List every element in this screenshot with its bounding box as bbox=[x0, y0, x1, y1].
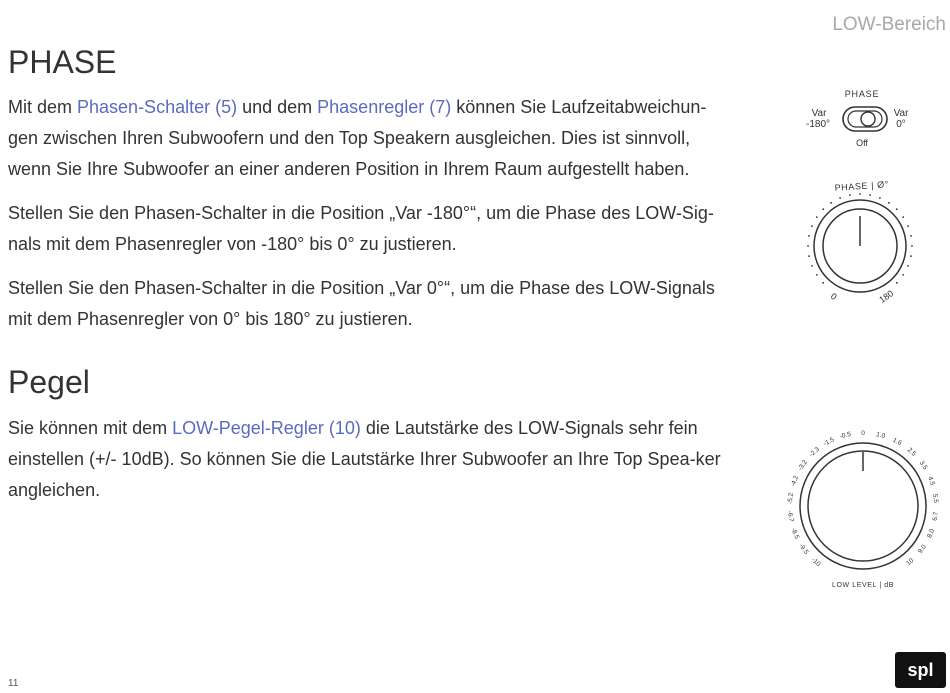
phase-knob-min-label: 0 bbox=[828, 291, 839, 303]
phase-knob-scale-dot bbox=[907, 225, 909, 227]
level-knob-label: LOW LEVEL | dB bbox=[831, 582, 895, 589]
level-knob-tick-label: -6.7 bbox=[785, 510, 795, 523]
phase-knob-scale-dot bbox=[808, 235, 810, 237]
phase-knob-scale-dot bbox=[902, 216, 904, 218]
section-header-label: LOW-Bereich bbox=[832, 14, 946, 35]
level-knob-tick-label: -3.2 bbox=[796, 458, 809, 473]
phase-knob-scale-dot bbox=[896, 208, 898, 210]
level-knob-tick-label: -2.3 bbox=[808, 445, 822, 459]
phase-knob-scale-dot bbox=[839, 197, 841, 199]
phase-knob-scale-dot bbox=[816, 216, 818, 218]
phase-paragraph-3: Stellen Sie den Phasen-Schalter in die Position „Var 0°“, um die Phase des LOW-Signals mit dem Phasenregler von 0° bis 180° zu justieren. bbox=[8, 278, 715, 329]
phase-knob-scale-dot bbox=[907, 265, 909, 267]
phase-knob-illustration bbox=[800, 172, 925, 307]
phase-knob-scale-dot bbox=[822, 208, 824, 210]
phase-knob-scale-dot bbox=[808, 255, 810, 257]
pegel-paragraph-1 bbox=[8, 413, 733, 506]
pegel-p1-text-1: Sie können mit dem bbox=[8, 418, 173, 438]
phase-knob-scale-dot bbox=[910, 235, 912, 237]
switch-lever[interactable] bbox=[861, 112, 875, 126]
level-knob-tick-label: 9.0 bbox=[917, 543, 928, 555]
level-knob-tick-label: 2.5 bbox=[905, 446, 918, 458]
phase-p1-text-1: Mit dem bbox=[8, 97, 78, 117]
level-knob-tick-label: 8.0 bbox=[926, 527, 937, 539]
level-knob-tick-label: 1.0 bbox=[875, 431, 886, 441]
phase-paragraph-2: Stellen Sie den Phasen-Schalter in die Position „Var -180°“, um die Phase des LOW-Sig-nals mit dem Phasenregler von -180° bis 0° zu justieren. bbox=[8, 203, 714, 254]
phase-knob-scale-dot bbox=[807, 245, 809, 247]
level-knob-tick-label: -4.2 bbox=[789, 474, 801, 488]
phase-knob-scale-dot bbox=[816, 274, 818, 276]
level-knob-tick-label: -5.2 bbox=[786, 492, 795, 505]
spl-logo-text: spl bbox=[907, 660, 934, 680]
pegel-section-title: Pegel bbox=[8, 364, 90, 400]
phase-switch-link[interactable]: Phasen-Schalter (5) bbox=[77, 97, 238, 117]
phase-knob-scale-dot bbox=[888, 202, 890, 204]
level-knob-tick-label: -0.5 bbox=[839, 430, 852, 441]
phase-p1-text-2: und dem bbox=[237, 97, 318, 117]
phase-knob-scale-dot bbox=[879, 197, 881, 199]
spl-logo-mark bbox=[895, 652, 946, 688]
switch-left-label-2: -180° bbox=[805, 119, 831, 130]
switch-right-label-1: Var bbox=[893, 108, 909, 119]
level-knob-tick-label: 1.6 bbox=[891, 436, 903, 448]
level-knob-tick-label: -10 bbox=[809, 556, 822, 568]
phase-section-title: PHASE bbox=[8, 44, 117, 80]
low-level-control-link[interactable]: LOW-Pegel-Regler (10) bbox=[172, 418, 361, 438]
phase-knob-scale-dot bbox=[902, 274, 904, 276]
phase-switch-illustration bbox=[795, 85, 930, 150]
phase-knob-scale-dot bbox=[849, 194, 851, 196]
phase-knob-scale-dot bbox=[911, 245, 913, 247]
level-knob-tick-label: 3.5 bbox=[917, 459, 929, 472]
switch-bottom-label: Off bbox=[856, 138, 868, 148]
level-knob-illustration bbox=[776, 416, 950, 592]
phase-knob-scale-dot bbox=[811, 225, 813, 227]
switch-left-label-1: Var bbox=[811, 108, 827, 119]
spl-logo bbox=[895, 652, 946, 688]
phase-knob-max-label: 180 bbox=[877, 288, 896, 305]
phase-knob-scale-dot bbox=[811, 265, 813, 267]
phase-p1-text-3: können Sie Laufzeitabweichun-gen zwischen Ihren Subwoofern und den Top Speakern ausgleichen. Dies ist sinnvoll, wenn Sie Ihre Subwoofer an einer anderen Position in Ihrem Raum aufgestellt haben. bbox=[8, 97, 707, 179]
level-knob-tick-label: 5.5 bbox=[931, 493, 940, 504]
phase-knob-scale-dot bbox=[822, 282, 824, 284]
level-knob-tick-label: -9.5 bbox=[797, 542, 810, 556]
level-knob-tick-label: 0 bbox=[861, 430, 865, 437]
phase-paragraph-1 bbox=[8, 92, 733, 185]
level-knob-tick-label: 4.5 bbox=[926, 475, 936, 487]
pegel-p1-text-2: die Lautstärke des LOW-Signals sehr fein einstellen (+/- 10dB). So können Sie die Lautstärke Ihrer Subwoofer an Ihre Top Spea-ker angleichen. bbox=[8, 418, 721, 500]
phase-knob-scale-dot bbox=[869, 194, 871, 196]
page-number: 11 bbox=[8, 678, 19, 689]
switch-title: PHASE bbox=[844, 89, 880, 99]
phase-control-link[interactable]: Phasenregler (7) bbox=[317, 97, 452, 117]
level-knob-tick-label: -8.5 bbox=[789, 526, 801, 540]
level-knob-tick-label: 10 bbox=[905, 557, 916, 568]
phase-knob-scale-dot bbox=[896, 282, 898, 284]
phase-knob-scale-dot bbox=[859, 193, 861, 195]
phase-knob-scale-dot bbox=[910, 255, 912, 257]
phase-knob-scale-dot bbox=[830, 202, 832, 204]
switch-right-label-2: 0° bbox=[896, 119, 906, 130]
phase-knob-label: PHASE | Ø° bbox=[834, 179, 890, 193]
level-knob-tick-label: -1.5 bbox=[822, 436, 836, 448]
level-knob-tick-label: 6.7 bbox=[931, 511, 940, 522]
